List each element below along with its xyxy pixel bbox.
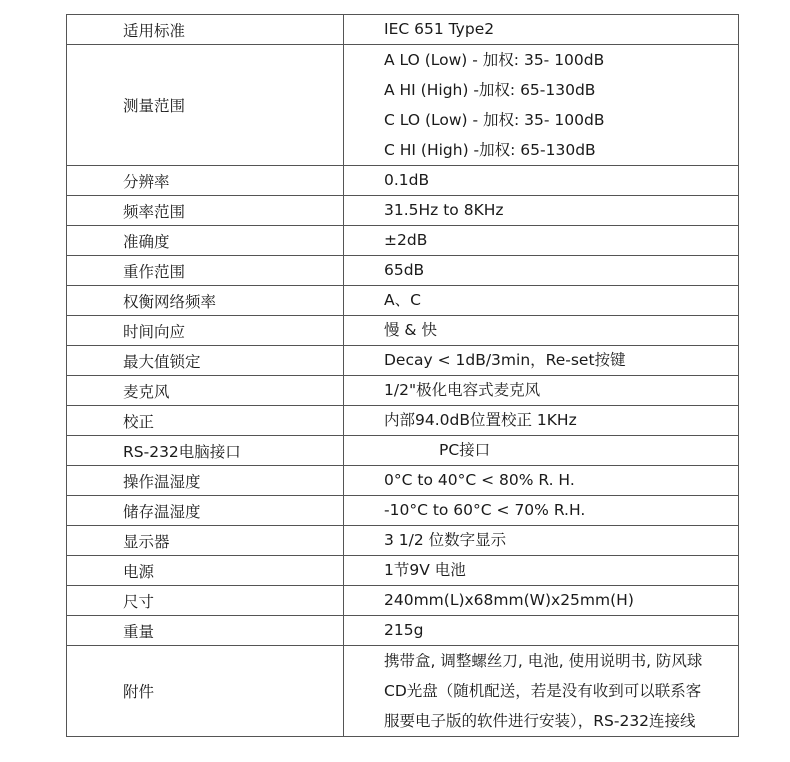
spec-label: 时间向应 [67, 316, 344, 346]
spec-label: 校正 [67, 406, 344, 436]
spec-value [344, 526, 739, 556]
spec-value-line: 0.1dB [384, 171, 430, 189]
spec-value-line: PC接口 [439, 441, 491, 459]
spec-value [344, 436, 739, 466]
spec-value-line: A LO (Low) - 加权: 35- 100dB [384, 51, 605, 69]
spec-value-line: 3 1/2 位数字显示 [384, 531, 507, 549]
spec-label: 电源 [67, 556, 344, 586]
spec-label: 附件 [67, 646, 344, 737]
spec-value-line: 内部94.0dB位置校正 1KHz [384, 411, 577, 429]
spec-value-line: C HI (High) -加权: 65-130dB [384, 141, 596, 159]
table-row [67, 376, 739, 406]
spec-value [344, 286, 739, 316]
spec-value-line: 240mm(L)x68mm(W)x25mm(H) [384, 591, 634, 609]
table-row [67, 406, 739, 436]
spec-label: 最大值锁定 [67, 346, 344, 376]
spec-label: 适用标准 [67, 15, 344, 45]
table-row [67, 586, 739, 616]
spec-value [344, 556, 739, 586]
table-row [67, 556, 739, 586]
spec-value [344, 316, 739, 346]
spec-value-line: -10°C to 60°C < 70% R.H. [384, 501, 586, 519]
spec-label: 分辨率 [67, 166, 344, 196]
spec-value [344, 196, 739, 226]
spec-value [344, 15, 739, 45]
table-row [67, 466, 739, 496]
table-row [67, 196, 739, 226]
spec-label: 准确度 [67, 226, 344, 256]
spec-value-line: Decay < 1dB/3min，Re-set按键 [384, 351, 626, 369]
spec-label: 显示器 [67, 526, 344, 556]
spec-value-line: IEC 651 Type2 [384, 20, 495, 38]
spec-value-line: 服要电子版的软件进行安装），RS-232连接线 [384, 712, 696, 730]
table-row [67, 226, 739, 256]
spec-table-body [67, 15, 739, 737]
spec-label: 麦克风 [67, 376, 344, 406]
spec-value [344, 226, 739, 256]
table-row [67, 496, 739, 526]
table-row [67, 166, 739, 196]
table-row [67, 15, 739, 45]
table-row [67, 646, 739, 737]
spec-value-line: 65dB [384, 261, 425, 279]
table-row [67, 346, 739, 376]
spec-label: 重作范围 [67, 256, 344, 286]
spec-value [344, 466, 739, 496]
spec-value-line: A、C [384, 291, 421, 309]
spec-value [344, 646, 739, 737]
spec-label: 重量 [67, 616, 344, 646]
spec-value-line: C LO (Low) - 加权: 35- 100dB [384, 111, 605, 129]
spec-value [344, 166, 739, 196]
spec-value [344, 256, 739, 286]
table-row [67, 286, 739, 316]
spec-value-line: 1节9V 电池 [384, 561, 466, 579]
spec-value [344, 586, 739, 616]
spec-label: 测量范围 [67, 45, 344, 166]
spec-label: 尺寸 [67, 586, 344, 616]
spec-label: 频率范围 [67, 196, 344, 226]
table-row [67, 316, 739, 346]
spec-value-line: 215g [384, 621, 424, 639]
spec-value-line: 携带盒, 调整螺丝刀, 电池, 使用说明书, 防风球 [384, 652, 703, 670]
spec-value-line: 0°C to 40°C < 80% R. H. [384, 471, 575, 489]
spec-value [344, 346, 739, 376]
spec-value-line: 31.5Hz to 8KHz [384, 201, 504, 219]
table-row [67, 616, 739, 646]
spec-value [344, 496, 739, 526]
spec-table [66, 14, 739, 737]
spec-value [344, 376, 739, 406]
spec-label: 权衡网络频率 [67, 286, 344, 316]
spec-label: 操作温湿度 [67, 466, 344, 496]
spec-value [344, 45, 739, 166]
spec-value-line: 慢 & 快 [384, 321, 437, 339]
spec-value-line: ±2dB [384, 231, 428, 249]
spec-label: RS-232电脑接口 [67, 436, 344, 466]
spec-value-line: CD光盘（随机配送，若是没有收到可以联系客 [384, 682, 702, 700]
table-row [67, 436, 739, 466]
spec-value [344, 616, 739, 646]
spec-value-line: 1/2"极化电容式麦克风 [384, 381, 541, 399]
spec-value [344, 406, 739, 436]
table-row [67, 526, 739, 556]
table-row [67, 256, 739, 286]
spec-label: 储存温湿度 [67, 496, 344, 526]
spec-value-line: A HI (High) -加权: 65-130dB [384, 81, 596, 99]
table-row [67, 45, 739, 166]
